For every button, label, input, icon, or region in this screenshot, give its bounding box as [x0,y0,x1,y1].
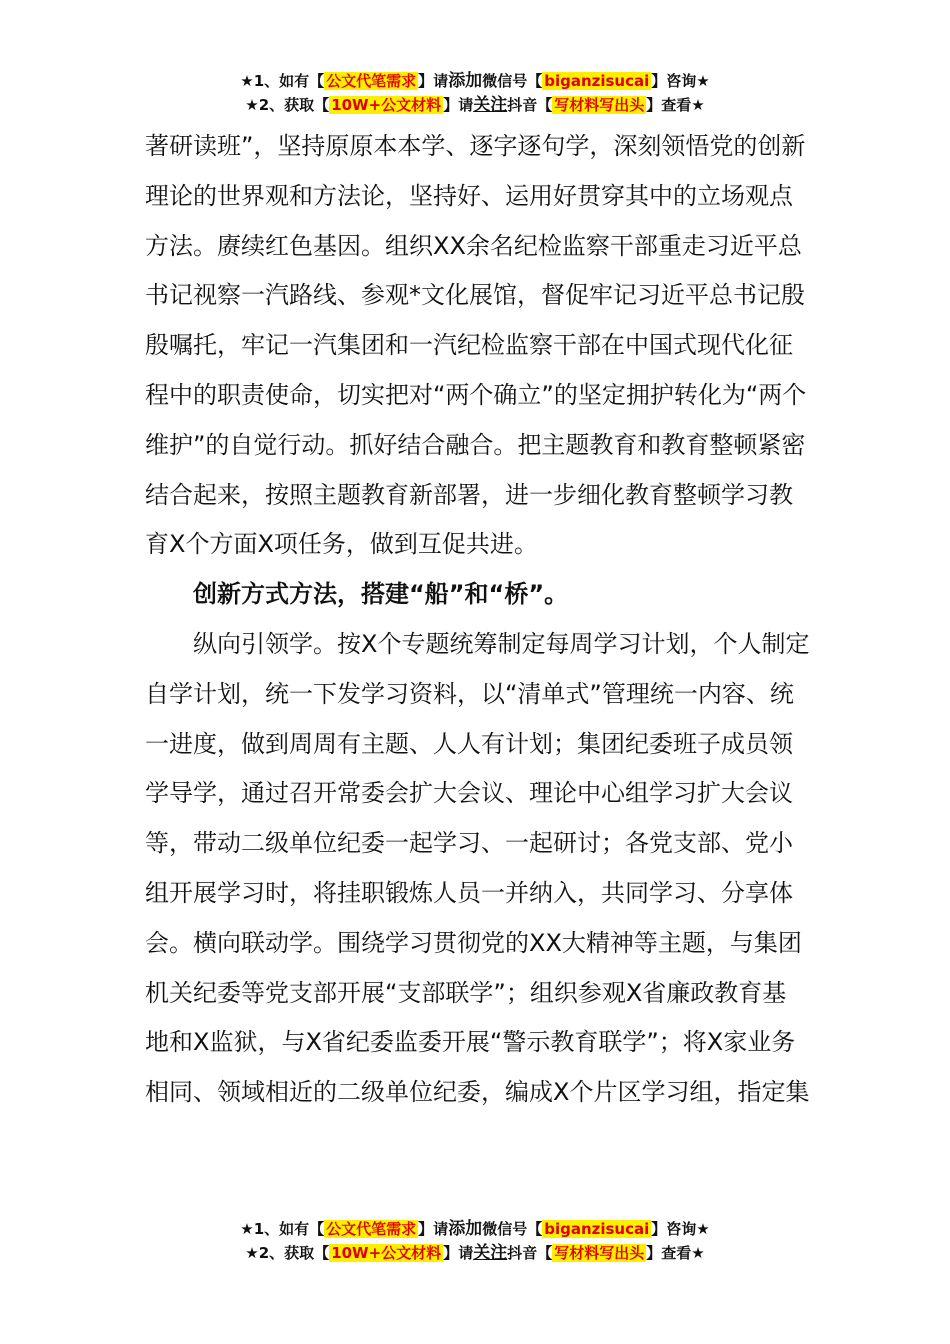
ad-prefix: ★2、获取【 [245,1244,330,1262]
ad-douyin-id: 写材料写出头 [554,96,645,114]
ad-emphasis: 关注 [473,1243,508,1263]
ad-text: 】请 [443,1244,474,1262]
ad-prefix: ★1、如有【 [240,72,325,90]
ad-highlight: 公文代笔需求 [326,1220,417,1238]
ad-suffix: 】咨询★ [651,72,710,90]
ad-suffix: 】查看★ [646,1244,705,1262]
ad-wechat-id: biganzisucai [544,72,650,90]
ad-prefix: ★2、获取【 [245,96,330,114]
ad-prefix: ★1、如有【 [240,1220,325,1238]
ad-highlight: 10W+公文材料 [331,96,442,114]
body-paragraph: 著研读班”，坚持原原本本学、逐字逐句学，深刻领悟党的创新理论的世界观和方法论，坚持好、运用好贯穿其中的立场观点方法。赓续红色基因。组织XX余名纪检监察干部重走习近平总书记视察一汽路线、参观*文化展馆，督促牢记习近平总书记殷殷嘱托，牢记一汽集团和一汽纪检监察干部在中国式现代化征程中的职责使命，切实把对“两个确立”的坚定拥护转化为“两个维护”的自觉行动。抓好结合融合。把主题教育和教育整顿紧密结合起来，按照主题教育新部署，进一步细化教育整顿学习教育X个方面X项任务，做到互促共进。 [145,132,807,559]
ad-text: 】请 [418,72,449,90]
body-paragraph: 纵向引领学。按X个专题统筹制定每周学习计划，个人制定自学计划，统一下发学习资料，以“清单式”管理统一内容、统一进度，做到周周有主题、人人有计划；集团纪委班子成员领学导学，通过召开常委会扩大会议、理论中心组学习扩大会议等，带动二级单位纪委一起学习、一起研讨；各党支部、党小组开展学习时，将挂职锻炼人员一并纳入，共同学习、分享体会。横向联动学。围绕学习贯彻党的XX大精神等主题，与集团机关纪委等党支部开展“支部联学”；组织参观X省廉政教育基地和X监狱，与X省纪委监委开展“警示教育联学”；将X家业务相同、领域相近的二级单位纪委，编成X个片区学习组，指定集 [145,629,810,1107]
header-ad-line1 [0,70,950,92]
ad-douyin-id: 写材料写出头 [554,1244,645,1262]
ad-text: 】请 [418,1220,449,1238]
ad-text: 微信号【 [482,1220,543,1238]
section-heading: 创新方式方法，搭建“船”和“桥”。 [193,580,569,609]
ad-wechat-id: biganzisucai [544,1220,650,1238]
ad-text: 抖音【 [507,96,553,114]
header-ad-line2 [0,94,950,116]
footer-ad-line2 [0,1242,950,1264]
ad-text: 抖音【 [507,1244,553,1262]
ad-emphasis: 关注 [473,95,508,115]
ad-text: 微信号【 [482,72,543,90]
ad-highlight: 公文代笔需求 [326,72,417,90]
ad-suffix: 】查看★ [646,96,705,114]
ad-highlight: 10W+公文材料 [331,1244,442,1262]
ad-emphasis: 添加 [448,1219,483,1239]
ad-text: 】请 [443,96,474,114]
ad-emphasis: 添加 [448,71,483,91]
footer-ad-line1 [0,1218,950,1240]
document-body [145,122,810,1118]
ad-suffix: 】咨询★ [651,1220,710,1238]
